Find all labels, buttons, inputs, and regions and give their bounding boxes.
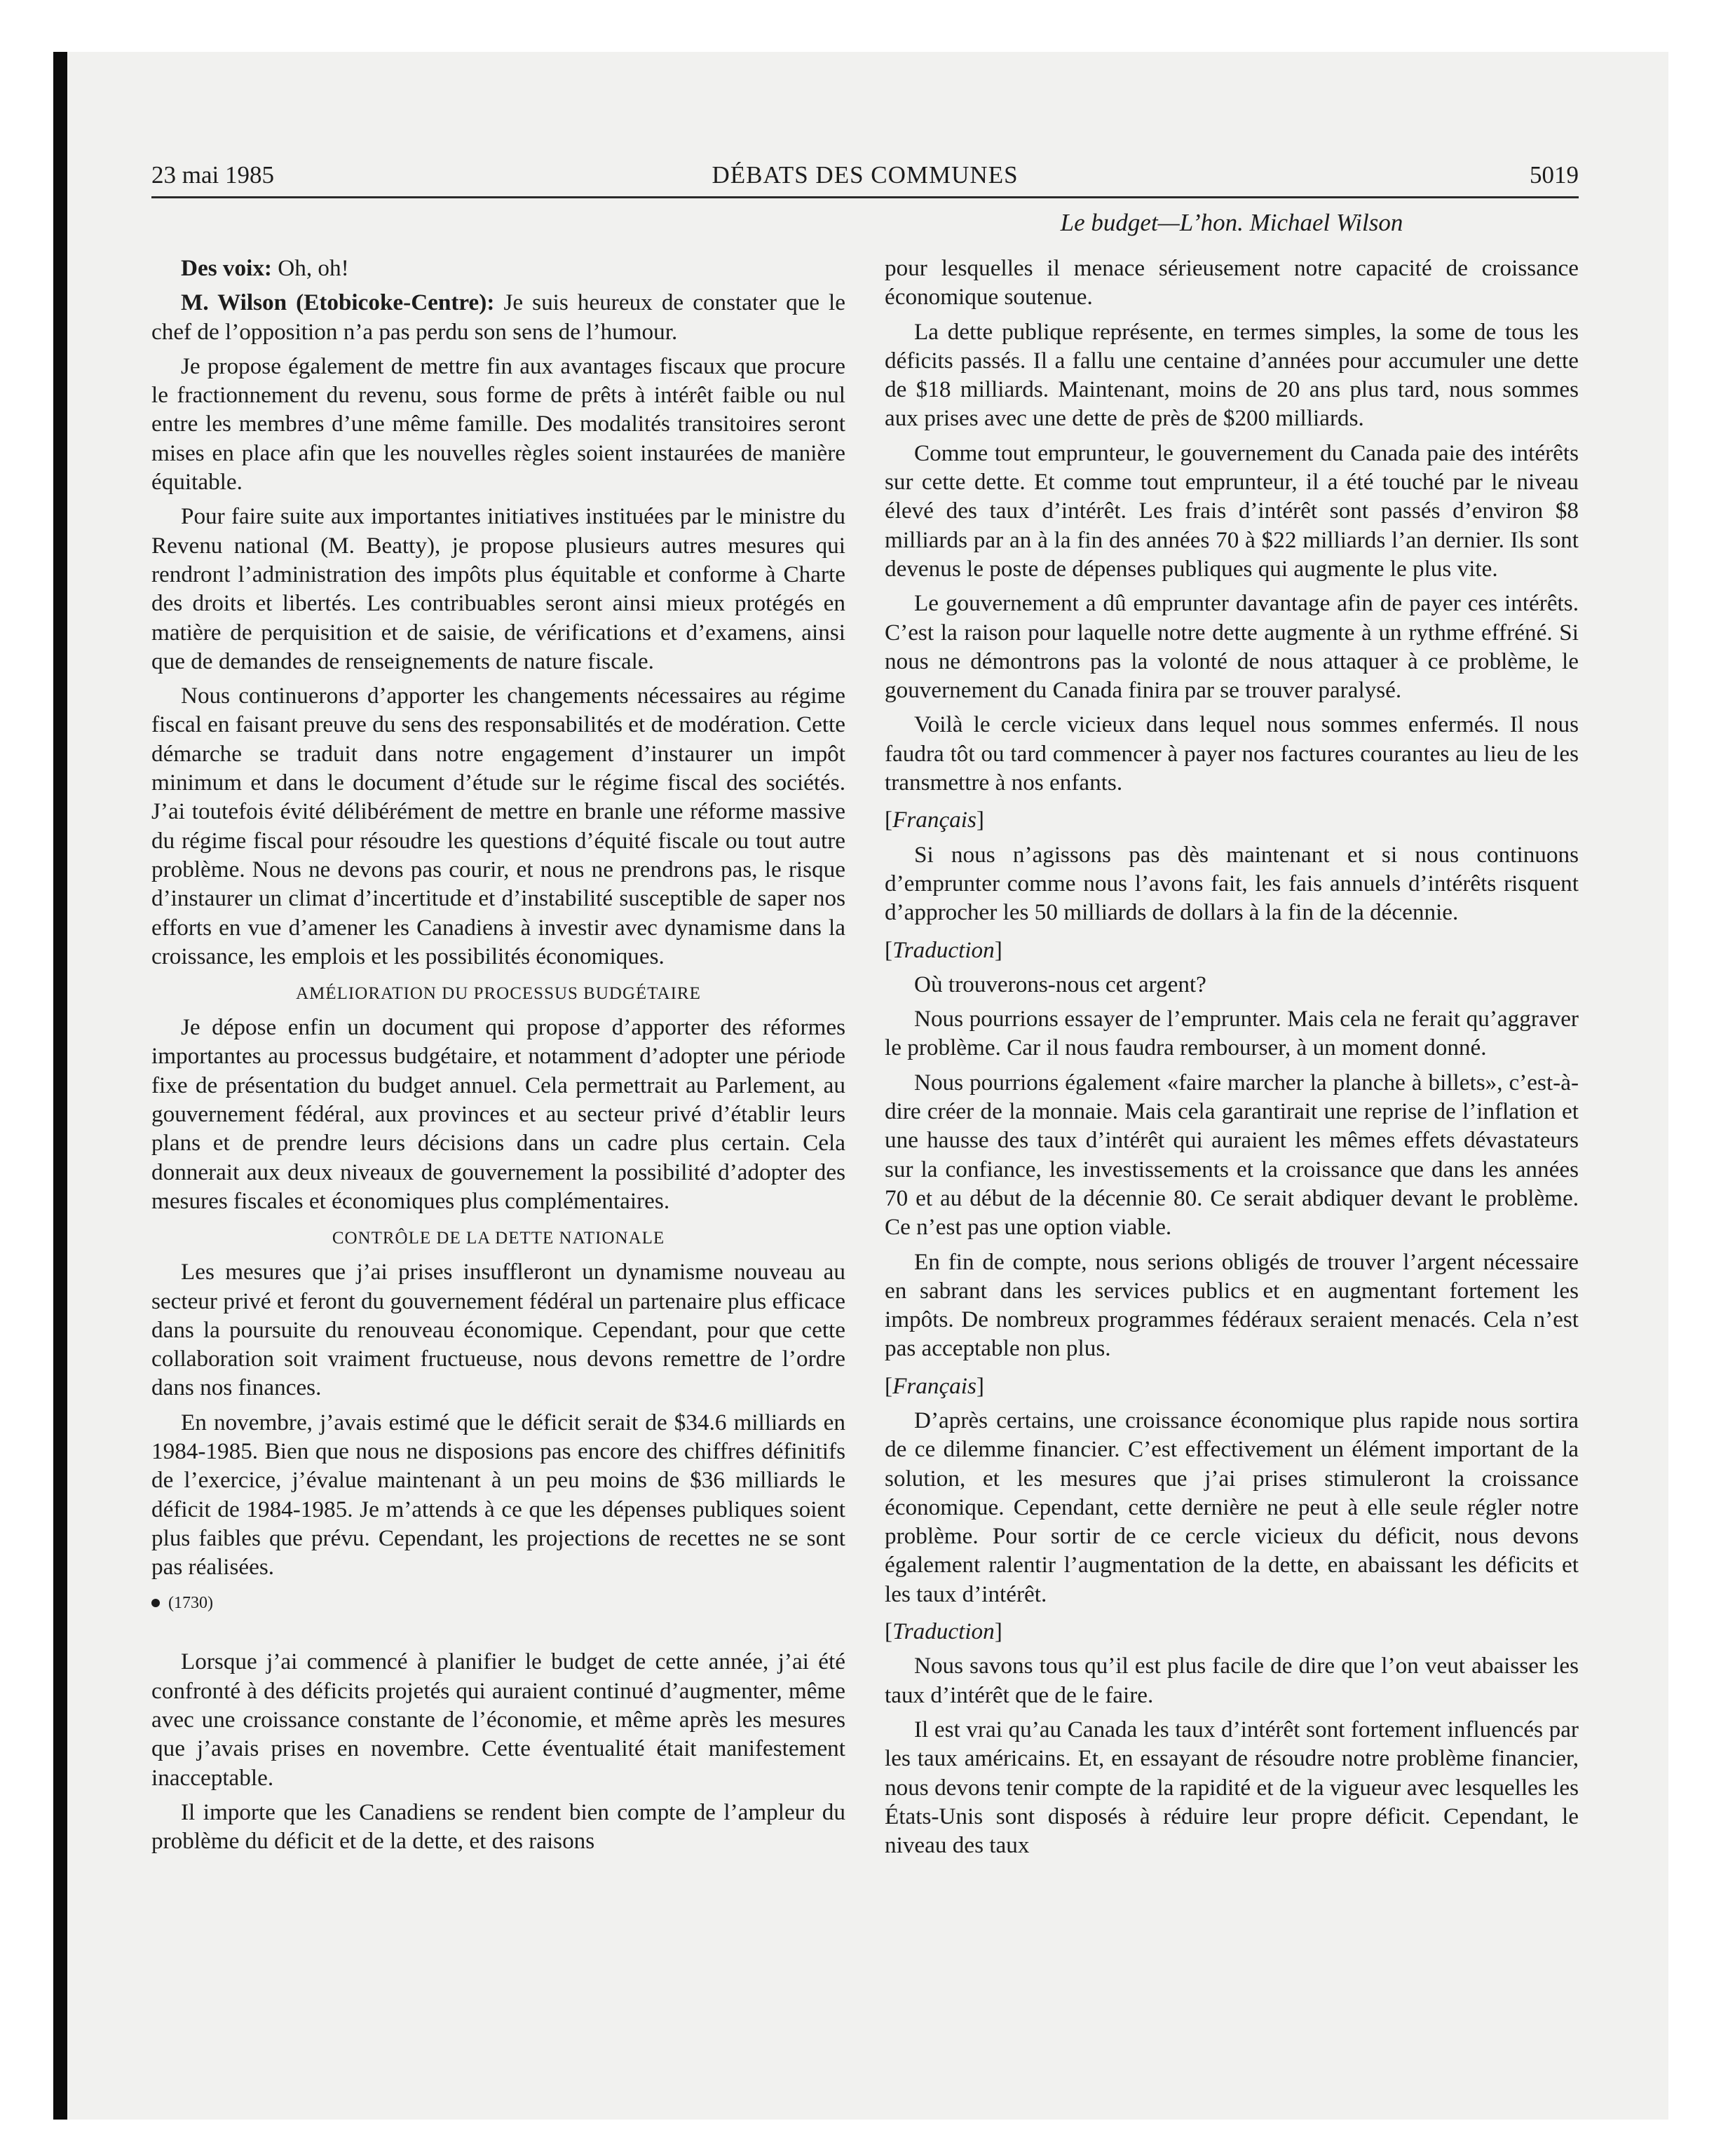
speech-text: Oh, oh! <box>271 255 349 281</box>
language-marker: [Français] <box>885 807 984 833</box>
language-marker: [Traduction] <box>885 1618 1002 1645</box>
speaker-name: Des voix: <box>181 255 272 281</box>
paragraph: Si nous n’agissons pas dès maintenant et si nous continuons d’emprunter comme nous l’avons fait, les fais annuels d’intérêts risquent d’approcher les 50 milliards de dollars à la fin de la décennie. <box>885 841 1579 926</box>
paragraph: Je dépose enfin un document qui propose d’apporter des réformes importantes au processus budgétaire, et notamment d’adopter une période fixe de présentation du budget annuel. Cela permettrait au Parlement, au gouvernement fédéral, aux provinces et au secteur privé d’établir leurs plans et de prendre leurs décisions dans un cadre plus certain. Cela donnerait aux deux niveaux de gouvernement la possibilité d’adopter des mesures fiscales et économiques plus complémentaires. <box>151 1014 845 1214</box>
scan-border <box>53 52 67 2120</box>
paragraph: Nous pourrions également «faire marcher la planche à billets», c’est-à-dire créer de la monnaie. Mais cela garantirait une reprise de l’inflation et une hausse des taux d’intérêt qui auraient les mêmes effets dévastateurs sur la confiance, les investissements et la croissance que dans les années 70 et au début de la décennie 80. Ce serait abdiquer devant le problème. Ce n’est pas une option viable. <box>885 1069 1579 1241</box>
bullet-icon <box>151 1599 160 1607</box>
paragraph: Nous savons tous qu’il est plus facile de dire que l’on veut abaisser les taux d’intérêt que de le faire. <box>885 1653 1579 1708</box>
paragraph: Je propose également de mettre fin aux avantages fiscaux que procure le fractionnement du revenu, sous forme de prêts à intérêt faible ou nul entre les membres d’une même famille. Des modalités transitoires seront mises en place afin que les nouvelles règles soient instaurées de manière équitable. <box>151 353 845 496</box>
header-title: DÉBATS DES COMMUNES <box>712 161 1019 189</box>
language-label: Français <box>892 807 977 833</box>
paragraph: Comme tout emprunteur, le gouvernement du Canada paie des intérêts sur cette dette. Et comme tout emprunteur, il a été touché par le niveau élevé des taux d’intérêt. Les frais d’intérêt sont passés d’environ $8 milliards par an à la fin des années 70 à $22 milliards l’an dernier. Ils sont devenus le poste de dépenses publiques qui augmente le plus vite. <box>885 439 1579 582</box>
paragraph: Pour faire suite aux importantes initiatives instituées par le ministre du Revenu national (M. Beatty), je propose plusieurs autres mesures qui rendront l’administration des impôts plus équitable et conforme à Charte des droits et libertés. Les contribuables seront ainsi mieux protégés en matière de perquisition et de saisie, de vérifications et d’examens, ainsi que de demandes de renseignements de nature fiscale. <box>151 503 845 674</box>
page-header <box>151 160 1579 198</box>
paragraph: Lorsque j’ai commencé à planifier le budget de cette année, j’ai été confronté à des déficits projetés qui auraient continué d’augmenter, même avec une croissance constante de l’économie, et même après les mesures que j’avais prises en novembre. Cette éventualité était manifestement inacceptable. <box>151 1649 845 1791</box>
language-marker: [Traduction] <box>885 936 1002 963</box>
paragraph <box>151 254 845 282</box>
language-label: Traduction <box>892 936 995 963</box>
time-marker <box>151 1591 845 1615</box>
paragraph: Il est vrai qu’au Canada les taux d’intérêt sont fortement influencés par les taux américains. Et, en essayant de résoudre notre problème financier, nous devons tenir compte de la rapidité et de la vigueur avec lesquelles les États-Unis sont disposés à réduire leur propre déficit. Cependant, le niveau des taux <box>885 1716 1579 1859</box>
paragraph: Voilà le cercle vicieux dans lequel nous sommes enfermés. Il nous faudra tôt ou tard commencer à payer nos factures courantes au lieu de les transmettre à nos enfants. <box>885 711 1579 796</box>
time-stamp: (1730) <box>168 1594 213 1613</box>
paragraph: Nous continuerons d’apporter les changements nécessaires au régime fiscal en faisant preuve du sens des responsabilités et de modération. Cette démarche se traduit dans notre engagement d’instaurer un impôt minimum et dans le document d’étude sur le régime fiscal des sociétés. J’ai toutefois évité délibérément de mettre en branle une réforme massive du régime fiscal pour résoudre les questions d’équité fiscale ou tout autre problème. Nous ne devons pas courir, et nous ne prendrons pas, le risque d’instaurer un climat d’incertitude et d’instabilité susceptible de saper nos efforts en vue d’amener les Canadiens à investir avec dynamisme dans la croissance, les emplois et les possibilités économiques. <box>151 683 845 969</box>
right-column <box>885 254 1579 2020</box>
paragraph: Où trouverons-nous cet argent? <box>914 971 1206 997</box>
language-marker: [Français] <box>885 1372 984 1399</box>
section-heading: CONTRÔLE DE LA DETTE NATIONALE <box>332 1229 665 1248</box>
running-subhead: Le budget—L’hon. Michael Wilson <box>1060 209 1403 236</box>
paragraph <box>151 288 845 346</box>
paragraph: D’après certains, une croissance économique plus rapide nous sortira de ce dilemme financier. C’est effectivement un élément important de la solution, et les mesures que j’ai prises stimuleront la croissance économique. Cependant, cette dernière ne peut à elle seule régler notre problème. Pour sortir de ce cercle vicieux du déficit, nous devons également ralentir l’augmentation de la dette, en abaissant les déficits et les taux d’intérêt. <box>885 1407 1579 1607</box>
left-column <box>151 254 845 2020</box>
language-label: Traduction <box>892 1618 995 1645</box>
speech-text: Je suis heureux de constater que le chef de l’opposition n’a pas perdu son sens de l’humour. <box>151 289 845 345</box>
paragraph: Les mesures que j’ai prises insuffleront un dynamisme nouveau au secteur privé et feront du gouvernement fédéral un partenaire plus efficace dans la poursuite du renouveau économique. Cependant, pour que cette collaboration soit vraiment fructueuse, nous devons remettre de l’ordre dans nos finances. <box>151 1259 845 1401</box>
paragraph: En fin de compte, nous serions obligés de trouver l’argent nécessaire en sabrant dans les services publics et en augmentant fortement les impôts. De nombreux programmes fédéraux seraient menacés. Cela n’est pas acceptable non plus. <box>885 1248 1579 1362</box>
page-number: 5019 <box>1530 161 1579 189</box>
paragraph: La dette publique représente, en termes simples, la some de tous les déficits passés. Il a fallu une centaine d’années pour accumuler une dette de $18 milliards. Maintenant, moins de 20 ans plus tard, nous sommes aux prises avec une dette de près de $200 milliards. <box>885 318 1579 432</box>
language-label: Français <box>892 1372 977 1399</box>
paragraph: Le gouvernement a dû emprunter davantage afin de payer ces intérêts. C’est la raison pour laquelle notre dette augmente à un rythme effréné. Si nous ne démontrons pas la volonté de nous attaquer à ce problème, le gouvernement du Canada finira par se trouver paralysé. <box>885 590 1579 704</box>
paragraph: Il importe que les Canadiens se rendent bien compte de l’ampleur du problème du déficit et de la dette, et des raisons <box>151 1799 845 1855</box>
header-date: 23 mai 1985 <box>151 161 274 189</box>
paragraph: En novembre, j’avais estimé que le déficit serait de $34.6 milliards en 1984-1985. Bien que nous ne disposions pas encore des chiffres définitifs de l’exercice, j’évalue maintenant à un peu moins de $36 milliards le déficit de 1984-1985. Je m’attends à ce que les dépenses publiques soient plus faibles que prévu. Cependant, les projections de recettes ne se sont pas réalisées. <box>151 1409 845 1581</box>
paragraph: pour lesquelles il menace sérieusement notre capacité de croissance économique soutenue. <box>885 255 1579 311</box>
section-heading: AMÉLIORATION DU PROCESSUS BUDGÉTAIRE <box>296 984 701 1004</box>
speaker-name: M. Wilson (Etobicoke-Centre): <box>181 289 495 316</box>
paragraph: Nous pourrions essayer de l’emprunter. Mais cela ne ferait qu’aggraver le problème. Car il nous faudra rembourser, à un moment donné. <box>885 1006 1579 1061</box>
